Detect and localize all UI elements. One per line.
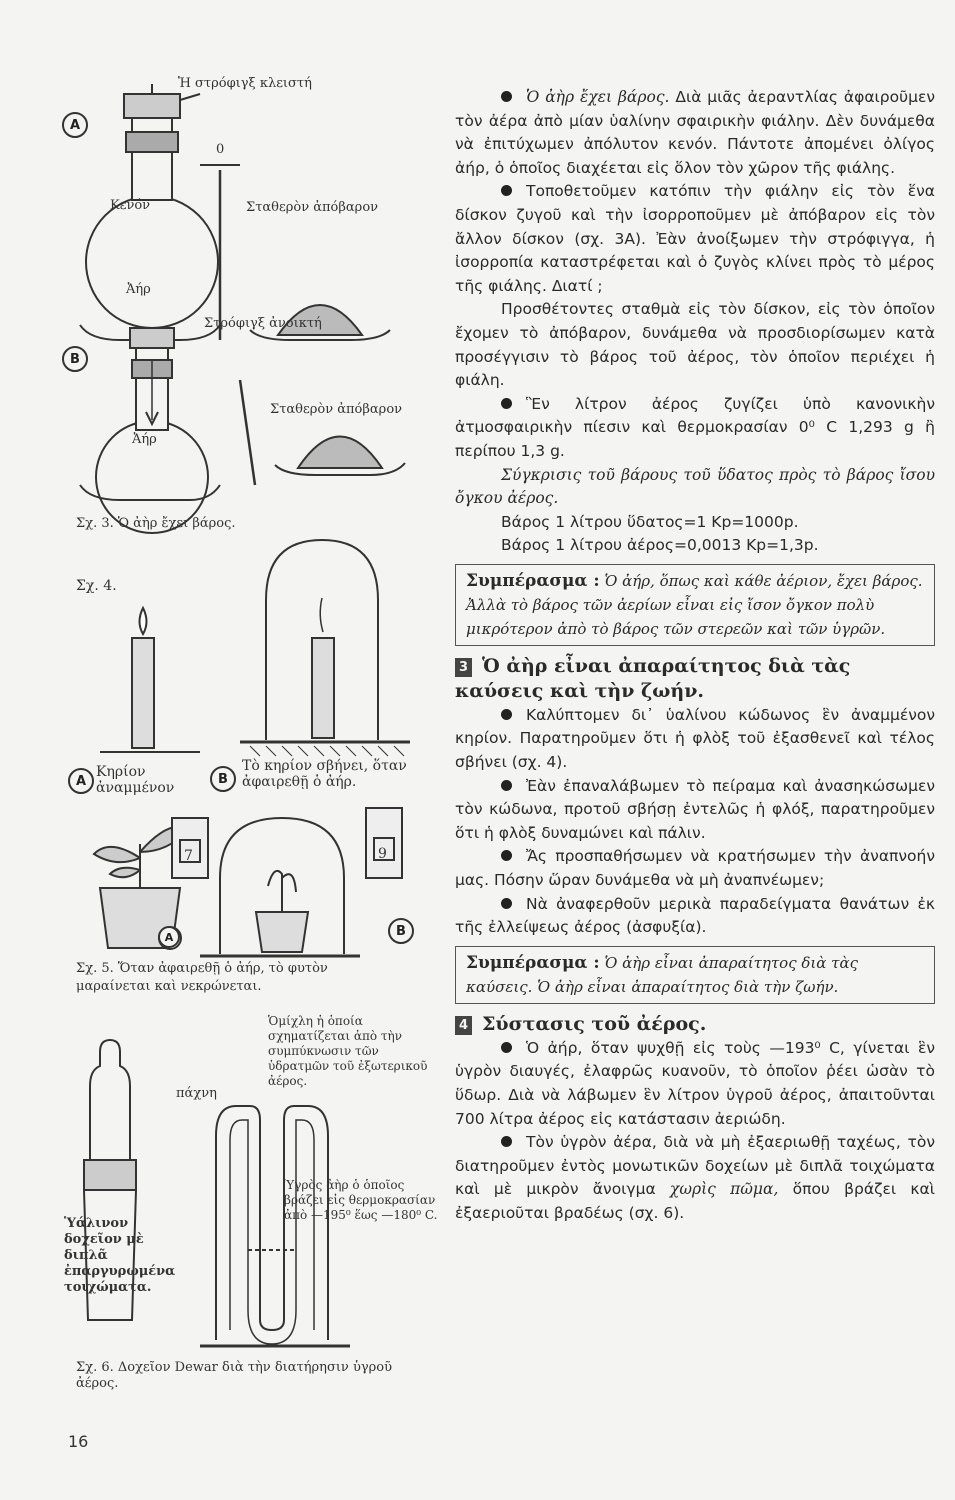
fig6-liquid-air-label: Ὑγρὸς ἀὴρ ὁ ὁποῖος βράζει εἰς θερμοκρασίαν ἀπὸ —195⁰ ἕως —180⁰ C. — [284, 1178, 438, 1222]
balance-flask-drawing — [60, 70, 440, 510]
fig3-zero-label: 0 — [216, 142, 225, 157]
paragraph-air-litre-weight: Βάρος 1 λίτρου ἀέρος=0,0013 Kp=1,3p. — [501, 536, 819, 555]
fig5-num-right: 9 — [378, 846, 387, 862]
plant-drawing — [60, 808, 440, 958]
fig3-label-a: A — [62, 112, 88, 138]
fig5-label-b: B — [388, 918, 414, 944]
section-3-heading — [455, 654, 935, 704]
paragraph-repeat: Ἐὰν ἐπαναλάβωμεν τὸ πείραμα καὶ ἀνασηκώσωμεν τὸν κώδωνα, προτοῦ σβήσῃ ἐντελῶς ἡ φλόξ, παρατηροῦμεν ὅτι ἡ φλὸξ δυναμώνει καὶ πάλιν. — [455, 775, 935, 846]
conclusion-box-1 — [455, 564, 935, 646]
fig3-caption: Σχ. 3. Ὁ ἀὴρ ἔχει βάρος. — [76, 516, 236, 531]
section-3-number: 3 — [455, 658, 472, 677]
fig4-text-a: Κηρίον ἀναμμένον — [96, 764, 175, 796]
fig4-label-a: A — [68, 768, 94, 794]
paragraph-storage-italic: χωρὶς πῶμα, — [669, 1180, 779, 1199]
paragraph-storage-b: ὅπου βράζει καὶ ἐξαεριοῦται βραδέως (σχ. 6). — [455, 1180, 935, 1222]
paragraph-litre-weight: Ἓν λίτρον ἀέρος ζυγίζει ὑπὸ κανονικὴν ἀτμοσφαιρικὴν πίεσιν καὶ θερμοκρασίαν 0⁰ C 1,293 g ἢ περίπου 1,3 g. — [455, 393, 935, 464]
fig3-air-flask-label: Ἀήρ — [132, 432, 157, 447]
fig3-counterweight-bottom-label: Σταθερὸν ἀπόβαρον — [270, 402, 403, 417]
fig4-text-b: Τὸ κηρίον σβήνει, ὅταν ἀφαιρεθῇ ὁ ἀήρ. — [242, 758, 407, 790]
paragraph-balance: Τοποθετοῦμεν κατόπιν τὴν φιάλην εἰς τὸν ἕνα δίσκον ζυγοῦ καὶ τὴν ἰσορροποῦμεν μὲ ἀπόβαρον εἰς τὸν ἄλλον δίσκον (σχ. 3Α). Ἐὰν ἀνοίξωμεν τὴν στρόφιγγα, ἡ ἰσορροπία καταστρέφεται καὶ ὁ ζυγὸς κλίνει πρὸς τὸ μέρος τῆς φιάλης. Διατί ; — [455, 180, 935, 298]
main-text-column — [455, 86, 935, 1226]
conclusion-2-text: Ὁ ἀὴρ εἶναι ἀπαραίτητος διὰ τὰς καύσεις. Ὁ ἀὴρ εἶναι ἀπαραίτητος διὰ τὴν ζωήν. — [466, 953, 859, 996]
paragraph-storage-a: Τὸν ὑγρὸν ἀέρα, διὰ νὰ μὴ ἐξαεριωθῇ ταχέως, τὸν διατηροῦμεν ἐντὸς μονωτικῶν δοχείων μὲ διπλᾶ τοιχώματα καὶ μὲ μικρὸν ἄνοιγμα — [455, 1133, 935, 1199]
page-number: 16 — [68, 1432, 89, 1451]
fig6-frost-label: πάχνη — [176, 1086, 217, 1101]
section-3-title: Ὁ ἀὴρ εἶναι ἀπαραίτητος διὰ τὰς καύσεις καὶ τὴν ζωήν. — [455, 654, 851, 702]
section-4-number: 4 — [455, 1016, 472, 1035]
paragraph-storage — [455, 1131, 935, 1225]
fig3-air-in-label: Ἀήρ — [126, 282, 151, 297]
fig4-title: Σχ. 4. — [76, 578, 117, 594]
fig3-vacuum-label: Κενόν — [110, 198, 151, 213]
section-4-heading — [455, 1012, 935, 1037]
figure-4 — [60, 530, 440, 800]
fig5-num-left: 7 — [184, 848, 193, 864]
fig3-label-b: B — [62, 346, 88, 372]
paragraph-air-weight-lead: Ὁ ἀὴρ ἔχει βάρος. — [526, 88, 670, 106]
paragraph-liquid-air: Ὁ ἀήρ, ὅταν ψυχθῇ εἰς τοὺς —193⁰ C, γίνεται ἓν ὑγρὸν διαυγές, ἐλαφρῶς κυανοῦν, τὸ ὁποῖον ῥέει ὡσὰν τὸ ὕδωρ. Διὰ νὰ λάβωμεν ἓν λίτρον ὑγροῦ ἀέρος, ἀπαιτοῦνται 700 λίτρα ἀέρος εἰς κατάστασιν ἀεριώδη. — [455, 1037, 935, 1131]
fig3-valve-open-label: Στρόφιγξ ἀνοικτή — [204, 316, 322, 331]
fig6-fog-label: Ὁμίχλη ἡ ὁποία σχηματίζεται ἀπὸ τὴν συμπύκνωσιν τῶν ὑδρατμῶν τοῦ ἐξωτερικοῦ ἀέρος. — [268, 1014, 428, 1088]
figure-3 — [60, 70, 440, 540]
paragraph-air-weight — [455, 86, 935, 180]
conclusion-2-title: Συμπέρασμα : — [466, 952, 600, 973]
paragraph-weights: Προσθέτοντες σταθμὰ εἰς τὸν δίσκον, εἰς τὸν ὁποῖον ἔχομεν τὸ ἀπόβαρον, δυνάμεθα νὰ προσδιορίσωμεν κατὰ προσέγγισιν τὸ βάρος τοῦ ἀέρος, τὸν ὁποῖον περιέχει ἡ φιάλη. — [455, 300, 935, 390]
fig3-valve-closed-label: Ἡ στρόφιγξ κλειστή — [178, 76, 312, 91]
paragraph-air-weight-body: Διὰ μιᾶς ἀεραντλίας ἀφαιροῦμεν τὸν ἀέρα ἀπὸ μίαν ὑαλίνην σφαιρικὴν φιάλην. Δὲν δυνάμεθα νὰ ἐπιτύχωμεν ἀπόλυτον κενόν. Πάντοτε ἀπομένει ὀλίγος ἀήρ, ὁ ὁποῖος διαχέεται εἰς ὅλον τὸν χῶρον τῆς φιάλης. — [455, 88, 935, 177]
figure-5 — [60, 808, 440, 1008]
section-4-title: Σύστασις τοῦ ἀέρος. — [482, 1012, 707, 1035]
fig6-vessel-label: Ὑάλινον δοχεῖον μὲ διπλᾶ ἐπαργυρωμένα τοιχώματα. — [64, 1216, 176, 1295]
fig5-label-a: A — [158, 926, 180, 948]
conclusion-1-title: Συμπέρασμα : — [466, 570, 600, 591]
figure-6 — [60, 1010, 440, 1400]
paragraph-water-weight: Βάρος 1 λίτρου ὕδατος=1 Kp=1000p. — [501, 512, 799, 531]
fig5-caption: Σχ. 5. Ὅταν ἀφαιρεθῇ ὁ ἀήρ, τὸ φυτὸν μαραίνεται καὶ νεκρώνεται. — [76, 961, 328, 994]
fig4-label-b: B — [210, 766, 236, 792]
conclusion-1-text: Ὁ ἀήρ, ὅπως καὶ κάθε ἀέριον, ἔχει βάρος. Ἀλλὰ τὸ βάρος τῶν ἀερίων εἶναι εἰς ἴσον ὄγκον πολὺ μικρότερον ἀπὸ τὸ βάρος τῶν στερεῶν καὶ τῶν ὑγρῶν. — [466, 571, 923, 638]
paragraph-asphyxia: Νὰ ἀναφερθοῦν μερικὰ παραδείγματα θανάτων ἐκ τῆς ἐλλείψεως ἀέρος (ἀσφυξία). — [455, 893, 935, 940]
paragraph-breath: Ἄς προσπαθήσωμεν νὰ κρατήσωμεν τὴν ἀναπνοήν μας. Πόσην ὥραν δυνάμεθα νὰ μὴ ἀναπνέωμεν; — [455, 845, 935, 892]
conclusion-box-2 — [455, 946, 935, 1004]
fig3-counterweight-top-label: Σταθερὸν ἀπόβαρον — [246, 200, 379, 215]
fig6-caption: Σχ. 6. Δοχεῖον Dewar διὰ τὴν διατήρησιν ὑγροῦ ἀέρος. — [76, 1360, 393, 1391]
paragraph-candle: Καλύπτομεν δι᾽ ὑαλίνου κώδωνος ἓν ἀναμμένον κηρίον. Παρατηροῦμεν ὅτι ἡ φλὸξ τοῦ ἐξασθενεῖ καὶ τέλος σβήνει (σχ. 4). — [455, 704, 935, 775]
paragraph-comparison: Σύγκρισις τοῦ βάρους τοῦ ὕδατος πρὸς τὸ βάρος ἴσου ὄγκου ἀέρος. — [455, 465, 935, 508]
